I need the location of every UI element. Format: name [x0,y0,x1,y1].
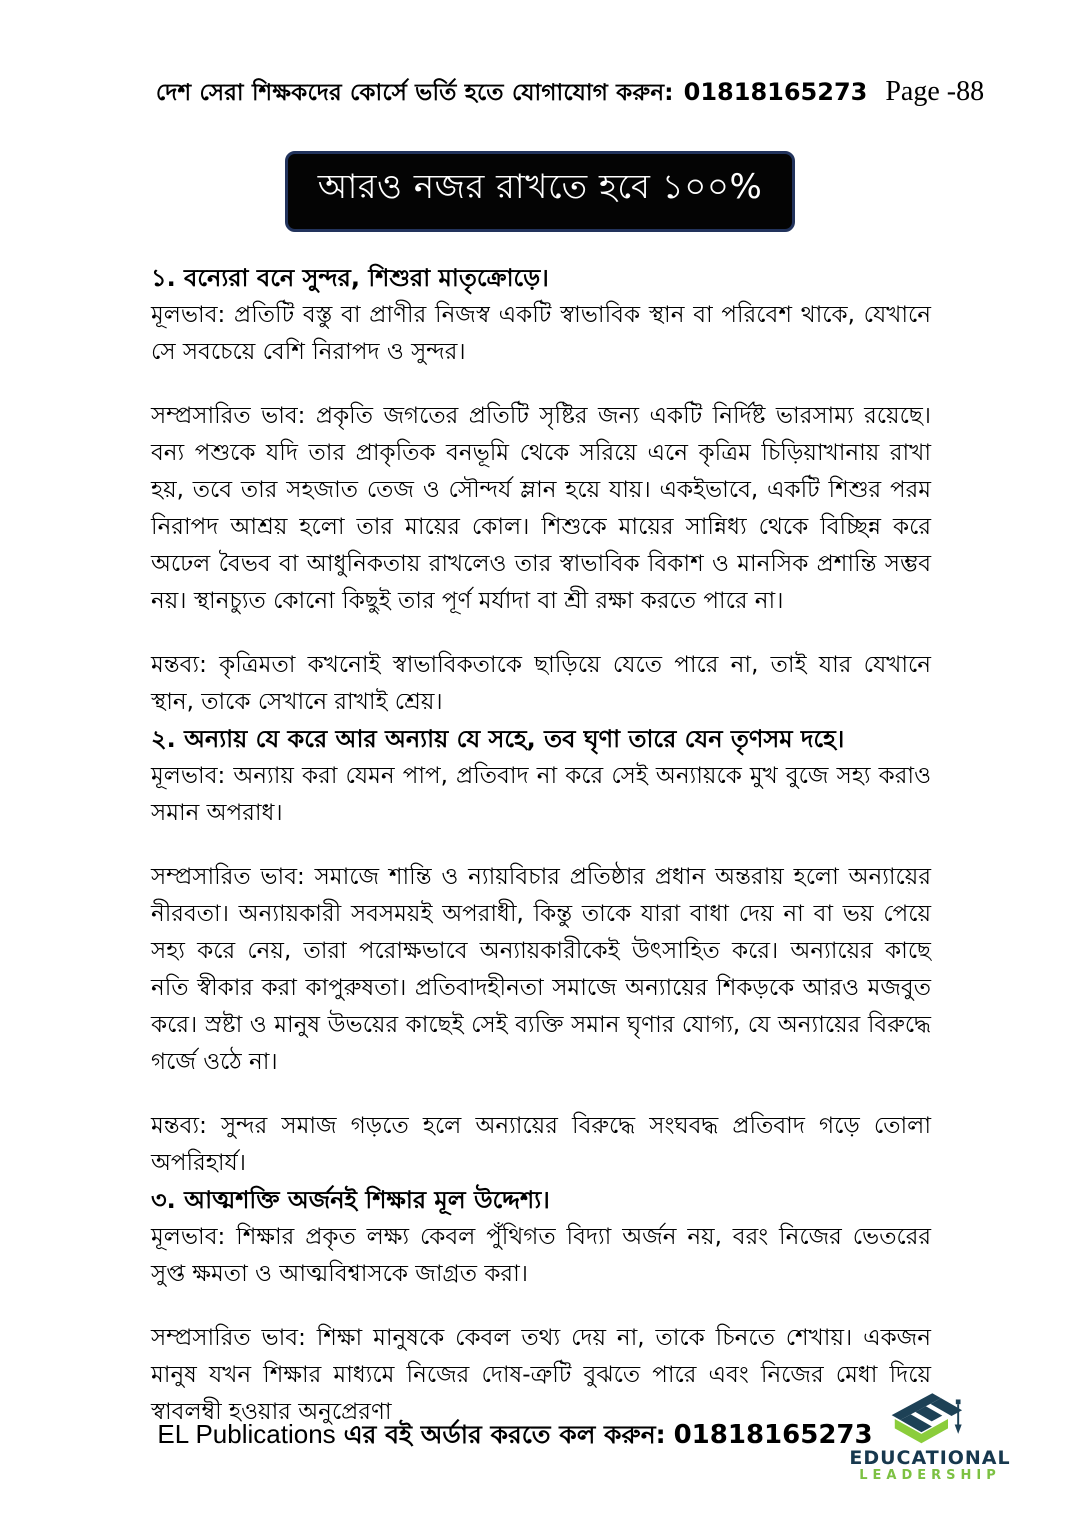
graduation-cap-e-icon [842,1376,1018,1448]
document-body [151,260,931,1431]
section-2-mulbhab-paragraph: মূলভাব: অন্যায় করা যেমন পাপ, প্রতিবাদ না করে সেই অন্যায়কে মুখ বুজে সহ্য করাও সমান অপরাধ। [151,763,931,826]
section-1-expanded-paragraph: সম্প্রসারিত ভাব: প্রকৃতি জগতের প্রতিটি সৃষ্টির জন্য একটি নির্দিষ্ট ভারসাম্য রয়েছে। বন্য পশুকে যদি তার প্রাকৃতিক বনভূমি থেকে সরিয়ে এনে কৃত্রিম চিড়িয়াখানায় রাখা হয়, তবে তার সহজাত তেজ ও সৌন্দর্য ম্লান হয়ে যায়। একইভাবে, একটি শিশুর পরম নিরাপদ আশ্রয় হলো তার মায়ের কোল। শিশুকে মায়ের সান্নিধ্য থেকে বিচ্ছিন্ন করে অঢেল বৈভব বা আধুনিকতায় রাখলেও তার স্বাভাবিক বিকাশ ও মানসিক প্রশান্তি সম্ভব নয়। স্থানচ্যুত কোনো কিছুই তার পূর্ণ মর্যাদা বা শ্রী রক্ষা করতে পারে না। [151,403,931,614]
section-3 [151,1182,931,1431]
publisher-logo [842,1376,1018,1484]
section-2-comment-paragraph: মন্তব্য: সুন্দর সমাজ গড়তে হলে অন্যায়ের বিরুদ্ধে সংঘবদ্ধ প্রতিবাদ গড়ে তোলা অপরিহার্য। [151,1113,931,1176]
section-1-mulbhab-paragraph: মূলভাব: প্রতিটি বস্তু বা প্রাণীর নিজস্ব একটি স্বাভাবিক স্থান বা পরিবেশ থাকে, যেখানে সে সবচেয়ে বেশি নিরাপদ ও সুন্দর। [151,302,931,365]
section-2-expanded-paragraph: সম্প্রসারিত ভাব: সমাজে শান্তি ও ন্যায়বিচার প্রতিষ্ঠার প্রধান অন্তরায় হলো অন্যায়ের নীরবতা। অন্যায়কারী সবসময়ই অপরাধী, কিন্তু তাকে যারা বাধা দেয় না বা ভয় পেয়ে সহ্য করে নেয়, তারা পরোক্ষভাবে অন্যায়কারীকেই উৎসাহিত করে। অন্যায়ের কাছে নতি স্বীকার করা কাপুরুষতা। প্রতিবাদহীনতা সমাজে অন্যায়ের শিকড়কে আরও মজবুত করে। স্রষ্টা ও মানুষ উভয়ের কাছেই সেই ব্যক্তি সমান ঘৃণার যোগ্য, যে অন্যায়ের বিরুদ্ধে গর্জে ওঠে না। [151,864,931,1075]
section-3-mulbhab-paragraph: মূলভাব: শিক্ষার প্রকৃত লক্ষ্য কেবল পুঁথিগত বিদ্যা অর্জন নয়, বরং নিজের ভেতরের সুপ্ত ক্ষমতা ও আত্মবিশ্বাসকে জাগ্রত করা। [151,1224,931,1287]
footer-phone-number: 01818165273 [673,1420,873,1450]
logo-line-leadership: LEADERSHIP [859,1468,1001,1483]
section-1 [151,260,931,721]
title-banner-row [0,151,1080,232]
page-header [0,74,1080,113]
section-2-heading: ২. অন্যায় যে করে আর অন্যায় যে সহে, তব ঘৃণা তারে যেন তৃণসম দহে। [151,725,845,753]
section-1-heading: ১. বন্যেরা বনে সুন্দর, শিশুরা মাতৃক্রোড়ে। [151,264,549,292]
section-1-comment-paragraph: মন্তব্য: কৃত্রিমতা কখনোই স্বাভাবিকতাকে ছাড়িয়ে যেতে পারে না, তাই যার যেখানে স্থান, তাকে সেখানে রাখাই শ্রেয়। [151,652,931,715]
footer-order-text: এর বই অর্ডার করতে কল করুন: [343,1420,666,1449]
section-2 [151,721,931,1182]
section-3-expanded-paragraph: সম্প্রসারিত ভাব: শিক্ষা মানুষকে কেবল তথ্য দেয় না, তাকে চিনতে শেখায়। একজন মানুষ যখন শিক্ষার মাধ্যমে নিজের দোষ-ত্রুটি বুঝতে পারে এবং নিজের মেধা দিয়ে স্বাবলম্বী হওয়ার অনুপ্রেরণা [151,1325,931,1425]
section-3-heading: ৩. আত্মশক্তি অর্জনই শিক্ষার মূল উদ্দেশ্য। [151,1186,550,1214]
logo-line-educational: EDUCATIONAL [849,1447,1011,1469]
header-phone-number: 01818165273 [683,78,868,106]
header-contact-text: দেশ সেরা শিক্ষকদের কোর্সে ভর্তি হতে যোগাযোগ করুন: [155,80,674,106]
page-number-label: Page -88 [885,76,985,107]
title-banner: আরও নজর রাখতে হবে ১০০% [285,151,796,232]
publisher-name: EL Publications [157,1419,336,1449]
